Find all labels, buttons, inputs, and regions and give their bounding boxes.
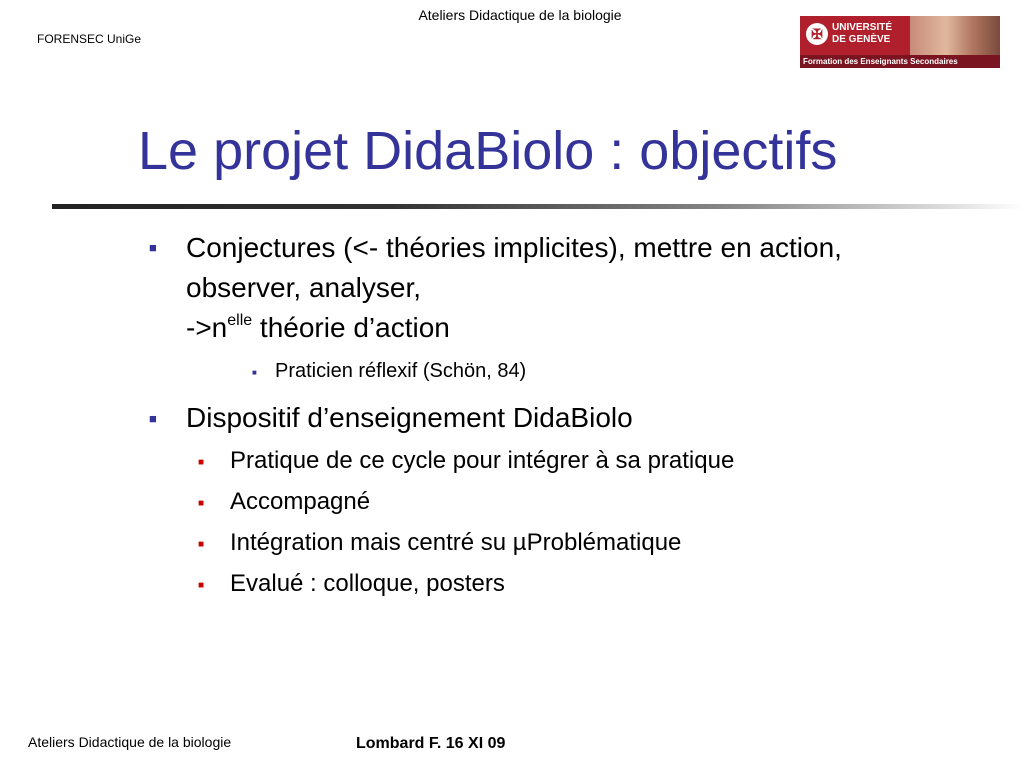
sub-bullet-square-icon: ■ xyxy=(198,457,205,468)
sub-bullet-square-icon: ■ xyxy=(198,498,205,509)
footer-label: Ateliers Didactique de la biologie xyxy=(28,734,232,750)
bullet-line: Conjectures (<- théories implicites), mettre en action, xyxy=(186,232,842,263)
bullet-line-suffix: théorie d’action xyxy=(252,312,450,343)
sub-bullet-text: Accompagné xyxy=(230,488,371,515)
bullet-square-icon: ■ xyxy=(149,240,157,255)
sub-bullet-square-icon: ■ xyxy=(198,539,205,550)
logo-line-2: DE GENÈVE xyxy=(832,34,891,45)
bullet-square-icon: ■ xyxy=(149,411,157,426)
logo-subtitle: Formation des Enseignants Secondaires xyxy=(800,55,1000,68)
footer-author: Lombard F. 16 XI 09 xyxy=(356,735,506,752)
sub-bullet-text: Pratique de ce cycle pour intégrer à sa pratique xyxy=(230,447,735,474)
sub-bullet-square-icon: ■ xyxy=(198,580,205,591)
bullet-line: observer, analyser, xyxy=(186,272,422,303)
sub-bullet-text: Intégration mais centré su µProblématique xyxy=(230,529,682,556)
logo-line-1: UNIVERSITÉ xyxy=(832,22,893,33)
header-label: FORENSEC UniGe xyxy=(37,32,142,46)
superscript: elle xyxy=(227,312,253,329)
slide-title: Le projet DidaBiolo : objectifs xyxy=(138,121,838,181)
header-title: Ateliers Didactique de la biologie xyxy=(418,7,622,23)
bullet-text xyxy=(186,228,1006,348)
logo-photo xyxy=(910,16,1000,56)
title-divider xyxy=(52,204,1024,209)
university-logo xyxy=(800,16,1000,68)
bullet-line-prefix: ->n xyxy=(186,312,228,343)
bullet-line xyxy=(186,308,1006,348)
sub-bullet-square-icon: ■ xyxy=(252,368,257,377)
bullet-text: Dispositif d’enseignement DidaBiolo xyxy=(186,402,633,433)
sub-bullet-text: Praticien réflexif (Schön, 84) xyxy=(275,360,527,382)
sub-bullet-text: Evalué : colloque, posters xyxy=(230,570,505,597)
logo-university-name xyxy=(832,22,892,46)
university-seal-icon: ✠ xyxy=(806,23,828,45)
